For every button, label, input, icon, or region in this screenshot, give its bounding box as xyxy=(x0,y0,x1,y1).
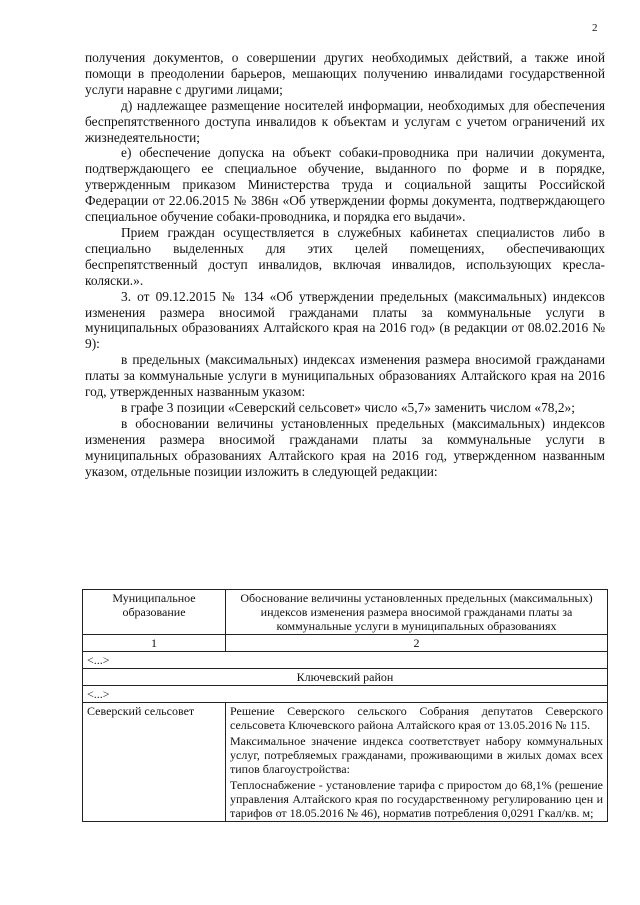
district-row: Ключевский район xyxy=(83,669,608,686)
justification-paragraph-3: Теплоснабжение - установление тарифа с приростом до 68,1% (решение управления Алтайского края по государственному регулированию цен и тарифов от 18.05.2016 № 46), норматив потребления 0,0291 Гкал/кв. м; xyxy=(230,778,603,820)
column-number-1: 1 xyxy=(83,635,226,652)
table-row xyxy=(83,703,608,822)
paragraph-2: д) надлежащее размещение носителей информации, необходимых для обеспечения беспрепятственного доступа инвалидов к объектам и услугам с учетом ограничений их жизнедеятельности; xyxy=(85,97,605,145)
paragraph-6: в предельных (максимальных) индексах изменения размера вносимой гражданами платы за коммунальные услуги в муниципальных образованиях Алтайского края на 2016 год, утвержденных названным указом: xyxy=(85,352,605,400)
ellipsis-row-top: <...> xyxy=(83,652,608,669)
header-justification: Обоснование величины установленных предельных (максимальных) индексов изменения размера вносимой гражданами платы за коммунальные услуги в муниципальных образованиях xyxy=(226,590,608,635)
paragraph-3: е) обеспечение допуска на объект собаки-проводника при наличии документа, подтверждающего ее специальное обучение, выданного по форме и в порядке, утвержденным приказом Министерства труда и социальной защиты Российской Федерации от 22.06.2015 № 386н «Об утверждении формы документа, подтверждающего специальное обучение собаки-проводника, и порядка его выдачи». xyxy=(85,145,605,225)
paragraph-8: в обосновании величины установленных предельных (максимальных) индексов изменения размера вносимой гражданами платы за коммунальные услуги в муниципальных образованиях Алтайского края на 2016 год, утвержденном названным указом, отдельные позиции изложить в следующей редакции: xyxy=(85,415,605,479)
paragraph-7: в графе 3 позиции «Северский сельсовет» число «5,7» заменить числом «78,2»; xyxy=(121,399,575,415)
header-municipality: Муниципальное образование xyxy=(83,590,226,635)
justification-paragraph-2: Максимальное значение индекса соответствует набору коммунальных услуг, потребляемых гражданами, проживающими в жилых домах всех типов благоустройства: xyxy=(230,734,603,776)
table-row xyxy=(83,686,608,703)
justification-table xyxy=(82,589,608,822)
document-body xyxy=(85,50,605,479)
paragraph-4: Прием граждан осуществляется в служебных кабинетах специалистов либо в специально выделенных для этих целей помещениях, обеспечивающих беспрепятственный доступ инвалидов, включая инвалидов, использующих кресла-коляски.». xyxy=(85,224,605,288)
paragraph-5: 3. от 09.12.2015 № 134 «Об утверждении предельных (максимальных) индексов изменения размера вносимой гражданами платы за коммунальные услуги в муниципальных образованиях Алтайского края на 2016 год» (в редакции от 08.02.2016 № 9): xyxy=(85,288,605,352)
justification-cell xyxy=(226,703,608,822)
table-row xyxy=(83,669,608,686)
paragraph-1: получения документов, о совершении других необходимых действий, а также иной помощи в преодолении барьеров, мешающих получению инвалидами государственной услуги наравне с другими лицами; xyxy=(85,50,605,97)
municipality-name-cell: Северский сельсовет xyxy=(83,703,226,822)
page-number: 2 xyxy=(592,22,598,34)
ellipsis-row-mid: <...> xyxy=(83,686,608,703)
table-number-row xyxy=(83,635,608,652)
table-row xyxy=(83,652,608,669)
justification-paragraph-1: Решение Северского сельского Собрания депутатов Северского сельсовета Ключевского района Алтайского края от 13.05.2016 № 115. xyxy=(230,704,603,732)
table-header-row xyxy=(83,590,608,635)
column-number-2: 2 xyxy=(226,635,608,652)
